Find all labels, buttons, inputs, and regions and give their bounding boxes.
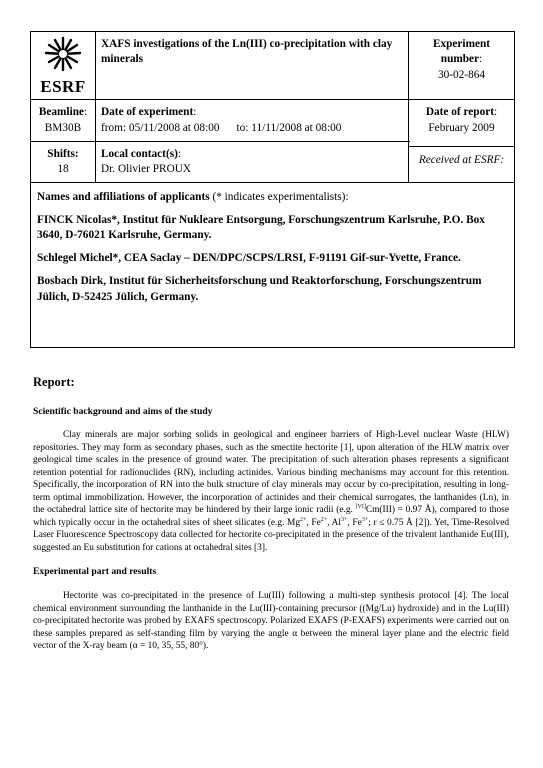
report-body xyxy=(33,374,509,665)
date-label: Date of experiment xyxy=(101,106,194,119)
applicant-finck: FINCK Nicolas*, Institut für Nukleare Entsorgung, Forschungszentrum Karlsruhe, P.O. Box 3640, D-76021 Karlsruhe, Germany. xyxy=(37,213,485,242)
names-label: Names and affiliations of applicants xyxy=(37,191,210,204)
local-contact-label: Local contact(s) xyxy=(101,147,178,160)
report-date-label: Date of report xyxy=(425,106,495,119)
experiment-number: 30-02-864 xyxy=(437,68,486,81)
esrf-starburst-logo xyxy=(43,36,83,72)
section-experimental-paragraph: Hectorite was co-precipitated in the presence of Lu(III) following a multi-step synthesis protocol [4]. The local chemical environment surrounding the lanthanide in the Lu(III)-containing precursor ((Mg/Lu) hydroxide) and in the Lu(III) co-precipitated hectorite was probed by EXAFS spectroscopy. Polarized EXAFS (P-EXAFS) experiments were carried out on these samples prepared as self-standing film by varying the angle α between the mineral layer plane and the electric field vector of the X-ray beam (α = 10, 35, 55, 80°). xyxy=(33,591,509,652)
header-table xyxy=(30,31,515,348)
local-contact-cell: Local contact(s): Dr. Olivier PROUX xyxy=(96,141,409,183)
names-note: (* indicates experimentalists): xyxy=(212,191,349,204)
beamline-label: Beamline xyxy=(38,106,85,119)
report-date-cell: Date of report: February 2009 Received at ESRF: xyxy=(409,100,515,183)
logo-cell xyxy=(31,32,96,100)
experiment-number-cell: Experiment number: 30-02-864 xyxy=(409,32,515,100)
shifts-value: 18 xyxy=(57,163,69,175)
shifts-label: Shifts: xyxy=(47,147,79,160)
experiment-title: XAFS investigations of the Ln(III) co-precipitation with clay minerals xyxy=(101,38,393,66)
section-background-title: Scientific background and aims of the study xyxy=(33,405,213,417)
applicant-bosbach: Bosbach Dirk, Institut für Sicherheitsforschung und Reaktorforschung, Forschungszentrum Jülich, D-52425 Jülich, Germany. xyxy=(37,274,482,303)
title-cell xyxy=(96,32,409,100)
beamline-cell: Beamline: BM30B xyxy=(31,100,96,142)
report-date: February 2009 xyxy=(428,121,495,134)
applicants-cell xyxy=(31,183,515,348)
section-background-paragraph: Clay minerals are major sorbing solids in geological and engineer barriers of High-Level nuclear Waste (HLW) repositories. They may form as secondary phases, such as the smectite hectorite [1], upon alteration of the HLW matrix over geological time scales in the presence of ground water. The precipitation of such alteration phases represents a significant retention potential for radionuclides (RN), including actinides. Various binding mechanisms may account for this retention. Specifically, the incorporation of RN into the bulk structure of clay minerals may occur by co-precipitation, resulting in long-term optimal immobilization. However, the incorporation of actinides and their chemical surrogates, the lanthanides (Ln), in the octahedral lattice site of hectorite may be hindered by their large ionic radii (e.g. [VI]Cm(III) = 0.97 Å), compared to those which typically occur in the octahedral sites of sheet silicates (e.g. $Mg^{2+}$, $Fe^{2+}$, $Al^{3+}$, $Fe^{3+}$; r ≤ 0.75 Å [2]). Yet, Time-Resolved Laser Fluorescence Spectroscopy data collected for hectorite co-precipitated in the presence of the trivalent lanthanide Eu(III), suggested an Eu substitution for cations at octahedral sites [3]. xyxy=(33,430,510,553)
local-contact-value: Dr. Olivier PROUX xyxy=(101,163,192,175)
shifts-cell xyxy=(31,141,96,183)
applicant-schlegel: Schlegel Michel*, CEA Saclay – DEN/DPC/SCPS/LRSI, F-91191 Gif-sur-Yvette, France. xyxy=(37,252,461,265)
date-from: from: 05/11/2008 at 08:00 xyxy=(101,121,220,134)
esrf-logo-text: ESRF xyxy=(40,77,86,97)
date-to: to: 11/11/2008 at 08:00 xyxy=(236,121,342,134)
report-heading: Report: xyxy=(33,375,75,389)
received-label: Received at ESRF: xyxy=(418,153,505,166)
beamline-value: BM30B xyxy=(44,121,82,134)
date-cell: Date of experiment: from: 05/11/2008 at 08:00 to: 11/11/2008 at 08:00 xyxy=(96,100,409,142)
section-experimental-title: Experimental part and results xyxy=(33,566,157,578)
experiment-number-label: Experiment number xyxy=(432,38,491,66)
